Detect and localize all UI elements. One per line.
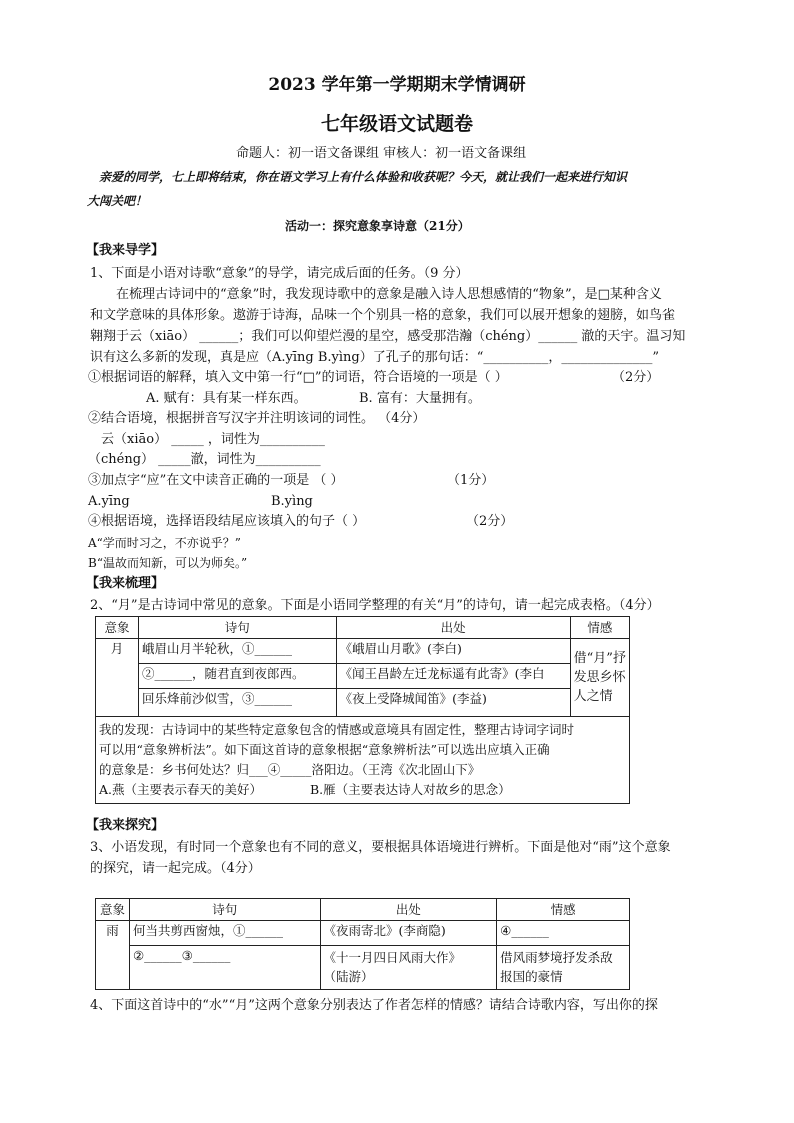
intro-line-2: 大闯关吧！ <box>87 194 148 208</box>
subquestion-1: ①根据词语的解释，填入文中第一行“□”的词语，符合语境的一项是（ ） <box>88 370 508 385</box>
header-imagery: 意象 <box>96 899 130 921</box>
table-row <box>96 689 630 717</box>
question-2: 2、“月”是古诗词中常见的意象。下面是小语同学整理的有关“月”的诗句，请一起完成表格。（4分） <box>90 598 660 613</box>
subquestion-4-option-b: B“温故而知新，可以为师矣。” <box>88 556 248 570</box>
table-header-row <box>96 617 630 639</box>
subquestion-3-option-b: B.yìng <box>271 494 313 509</box>
subquestion-3: ③加点字“应”在文中读音正确的一项是 （ ） <box>88 473 344 488</box>
source-cell <box>320 946 497 990</box>
rain-imagery-table <box>95 898 630 990</box>
subquestion-4-score: （2分） <box>466 514 514 529</box>
finding-line-1: 我的发现：古诗词中的某些特定意象包含的情感或意境具有固定性，整理古诗词字词时 <box>99 722 575 737</box>
finding-option-a: A.燕（主要表示春天的美好） <box>99 782 263 797</box>
header-poem: 诗句 <box>139 617 337 639</box>
subquestion-2-line-1: 云（xiāo） _____ ，词性为__________ <box>101 432 325 447</box>
poem-cell: ②______③______ <box>129 946 320 990</box>
subquestion-2-line-2: （chéng） _____澈，词性为__________ <box>88 452 321 467</box>
guide-paragraph-line-4: 识有这么多新的发现，真是应（A.yīng B.yìng）了孔子的那句话：“__________，______________” <box>90 350 660 365</box>
header-emotion: 情感 <box>497 899 630 921</box>
source-line-1: 《十一月四日风雨大作》 <box>323 950 462 965</box>
exam-title: 2023 学年第一学期期末学情调研 <box>268 75 526 95</box>
subquestion-1-score: （2分） <box>612 370 660 385</box>
section-explore-label: 【我来探究】 <box>86 818 165 833</box>
moon-imagery-table <box>95 616 630 804</box>
emotion-cell: 借“月”抒发思乡怀人之情 <box>570 639 629 717</box>
guide-paragraph-line-1: 在梳理古诗词中的“意象”时，我发现诗歌中的意象是融入诗人思想感情的“物象”，是□某种含义 <box>116 287 662 302</box>
source-cell: 《峨眉山月歌》(李白) <box>336 639 570 664</box>
header-poem: 诗句 <box>129 899 320 921</box>
header-imagery: 意象 <box>96 617 139 639</box>
header-source: 出处 <box>336 617 570 639</box>
source-cell: 《闻王昌龄左迁龙标遥有此寄》(李白 <box>336 664 570 689</box>
header-emotion: 情感 <box>570 617 629 639</box>
table-row <box>96 921 630 946</box>
finding-option-b: B.雁（主要表达诗人对故乡的思念） <box>309 782 511 797</box>
table-row <box>96 664 630 689</box>
guide-paragraph-line-2: 和文学意味的具体形象。遨游于诗海，品味一个个别具一格的意象，我们可以展开想象的翅膀，如鸟雀 <box>90 308 676 323</box>
table-row <box>96 946 630 990</box>
finding-options <box>99 780 626 800</box>
exam-subtitle: 七年级语文试题卷 <box>320 113 473 135</box>
section-sort-label: 【我来梳理】 <box>86 576 165 591</box>
finding-line-2: 可以用“意象辨析法”。如下面这首诗的意象根据“意象辨析法”可以选出应填入正确 <box>99 742 550 757</box>
poem-cell: 何当共剪西窗烛，①______ <box>129 921 320 946</box>
section-guide-label: 【我来导学】 <box>86 243 165 258</box>
emotion-line-1: 借风雨梦境抒发杀敌 <box>500 950 613 965</box>
table-header-row <box>96 899 630 921</box>
subquestion-1-option-a: A. 赋有：具有某一样东西。 <box>146 391 307 406</box>
authors-line: 命题人：初一语文备课组 审核人：初一语文备课组 <box>236 146 527 161</box>
finding-row <box>96 717 630 804</box>
emotion-line-2: 报国的豪情 <box>500 969 563 984</box>
intro-line-1: 亲爱的同学，七上即将结束，你在语文学习上有什么体验和收获呢？今天，就让我们一起来进行知识 <box>99 170 628 184</box>
activity-heading: 活动一：探究意象享诗意（21分） <box>285 219 470 233</box>
finding-line-3: 的意象是：乡书何处达？归___④_____洛阳边。（王湾《次北固山下》 <box>99 762 481 777</box>
table-row <box>96 639 630 664</box>
source-line-2: （陆游） <box>323 969 374 984</box>
subquestion-4: ④根据语境，选择语段结尾应该填入的句子（ ） <box>88 514 366 529</box>
emotion-cell: ④______ <box>497 921 630 946</box>
poem-cell: 回乐烽前沙似雪，③______ <box>139 689 337 717</box>
header-source: 出处 <box>320 899 497 921</box>
imagery-cell: 月 <box>96 639 139 717</box>
guide-paragraph-line-3: 翱翔于云（xiāo） ______；我们可以仰望烂漫的星空，感受那浩瀚（chéng）______ 澈的天宇。温习知 <box>90 329 686 344</box>
subquestion-3-score: （1分） <box>447 473 495 488</box>
poem-cell: 峨眉山月半轮秋，①______ <box>139 639 337 664</box>
subquestion-2: ②结合语境，根据拼音写汉字并注明该词的词性。 （4分） <box>88 411 426 426</box>
question-3-line-1: 3、小语发现，有时同一个意象也有不同的意义，要根据具体语境进行辨析。下面是他对“雨”这个意象 <box>90 840 671 855</box>
subquestion-3-option-a: A.yīng <box>88 494 130 509</box>
emotion-cell <box>497 946 630 990</box>
question-1: 1、下面是小语对诗歌“意象”的导学，请完成后面的任务。（9 分） <box>90 266 469 281</box>
source-cell: 《夜雨寄北》(李商隐) <box>320 921 497 946</box>
subquestion-1-option-b: B. 富有：大量拥有。 <box>359 391 481 406</box>
question-4: 4、下面这首诗中的“水”“月”这两个意象分别表达了作者怎样的情感？请结合诗歌内容，写出你的探 <box>90 998 658 1013</box>
question-3-line-2: 的探究，请一起完成。（4分） <box>90 861 261 876</box>
poem-cell: ②______，随君直到夜郎西。 <box>139 664 337 689</box>
imagery-cell: 雨 <box>96 921 130 990</box>
source-cell: 《夜上受降城闻笛》(李益) <box>336 689 570 717</box>
subquestion-4-option-a: A“学而时习之，不亦说乎？” <box>88 536 241 550</box>
